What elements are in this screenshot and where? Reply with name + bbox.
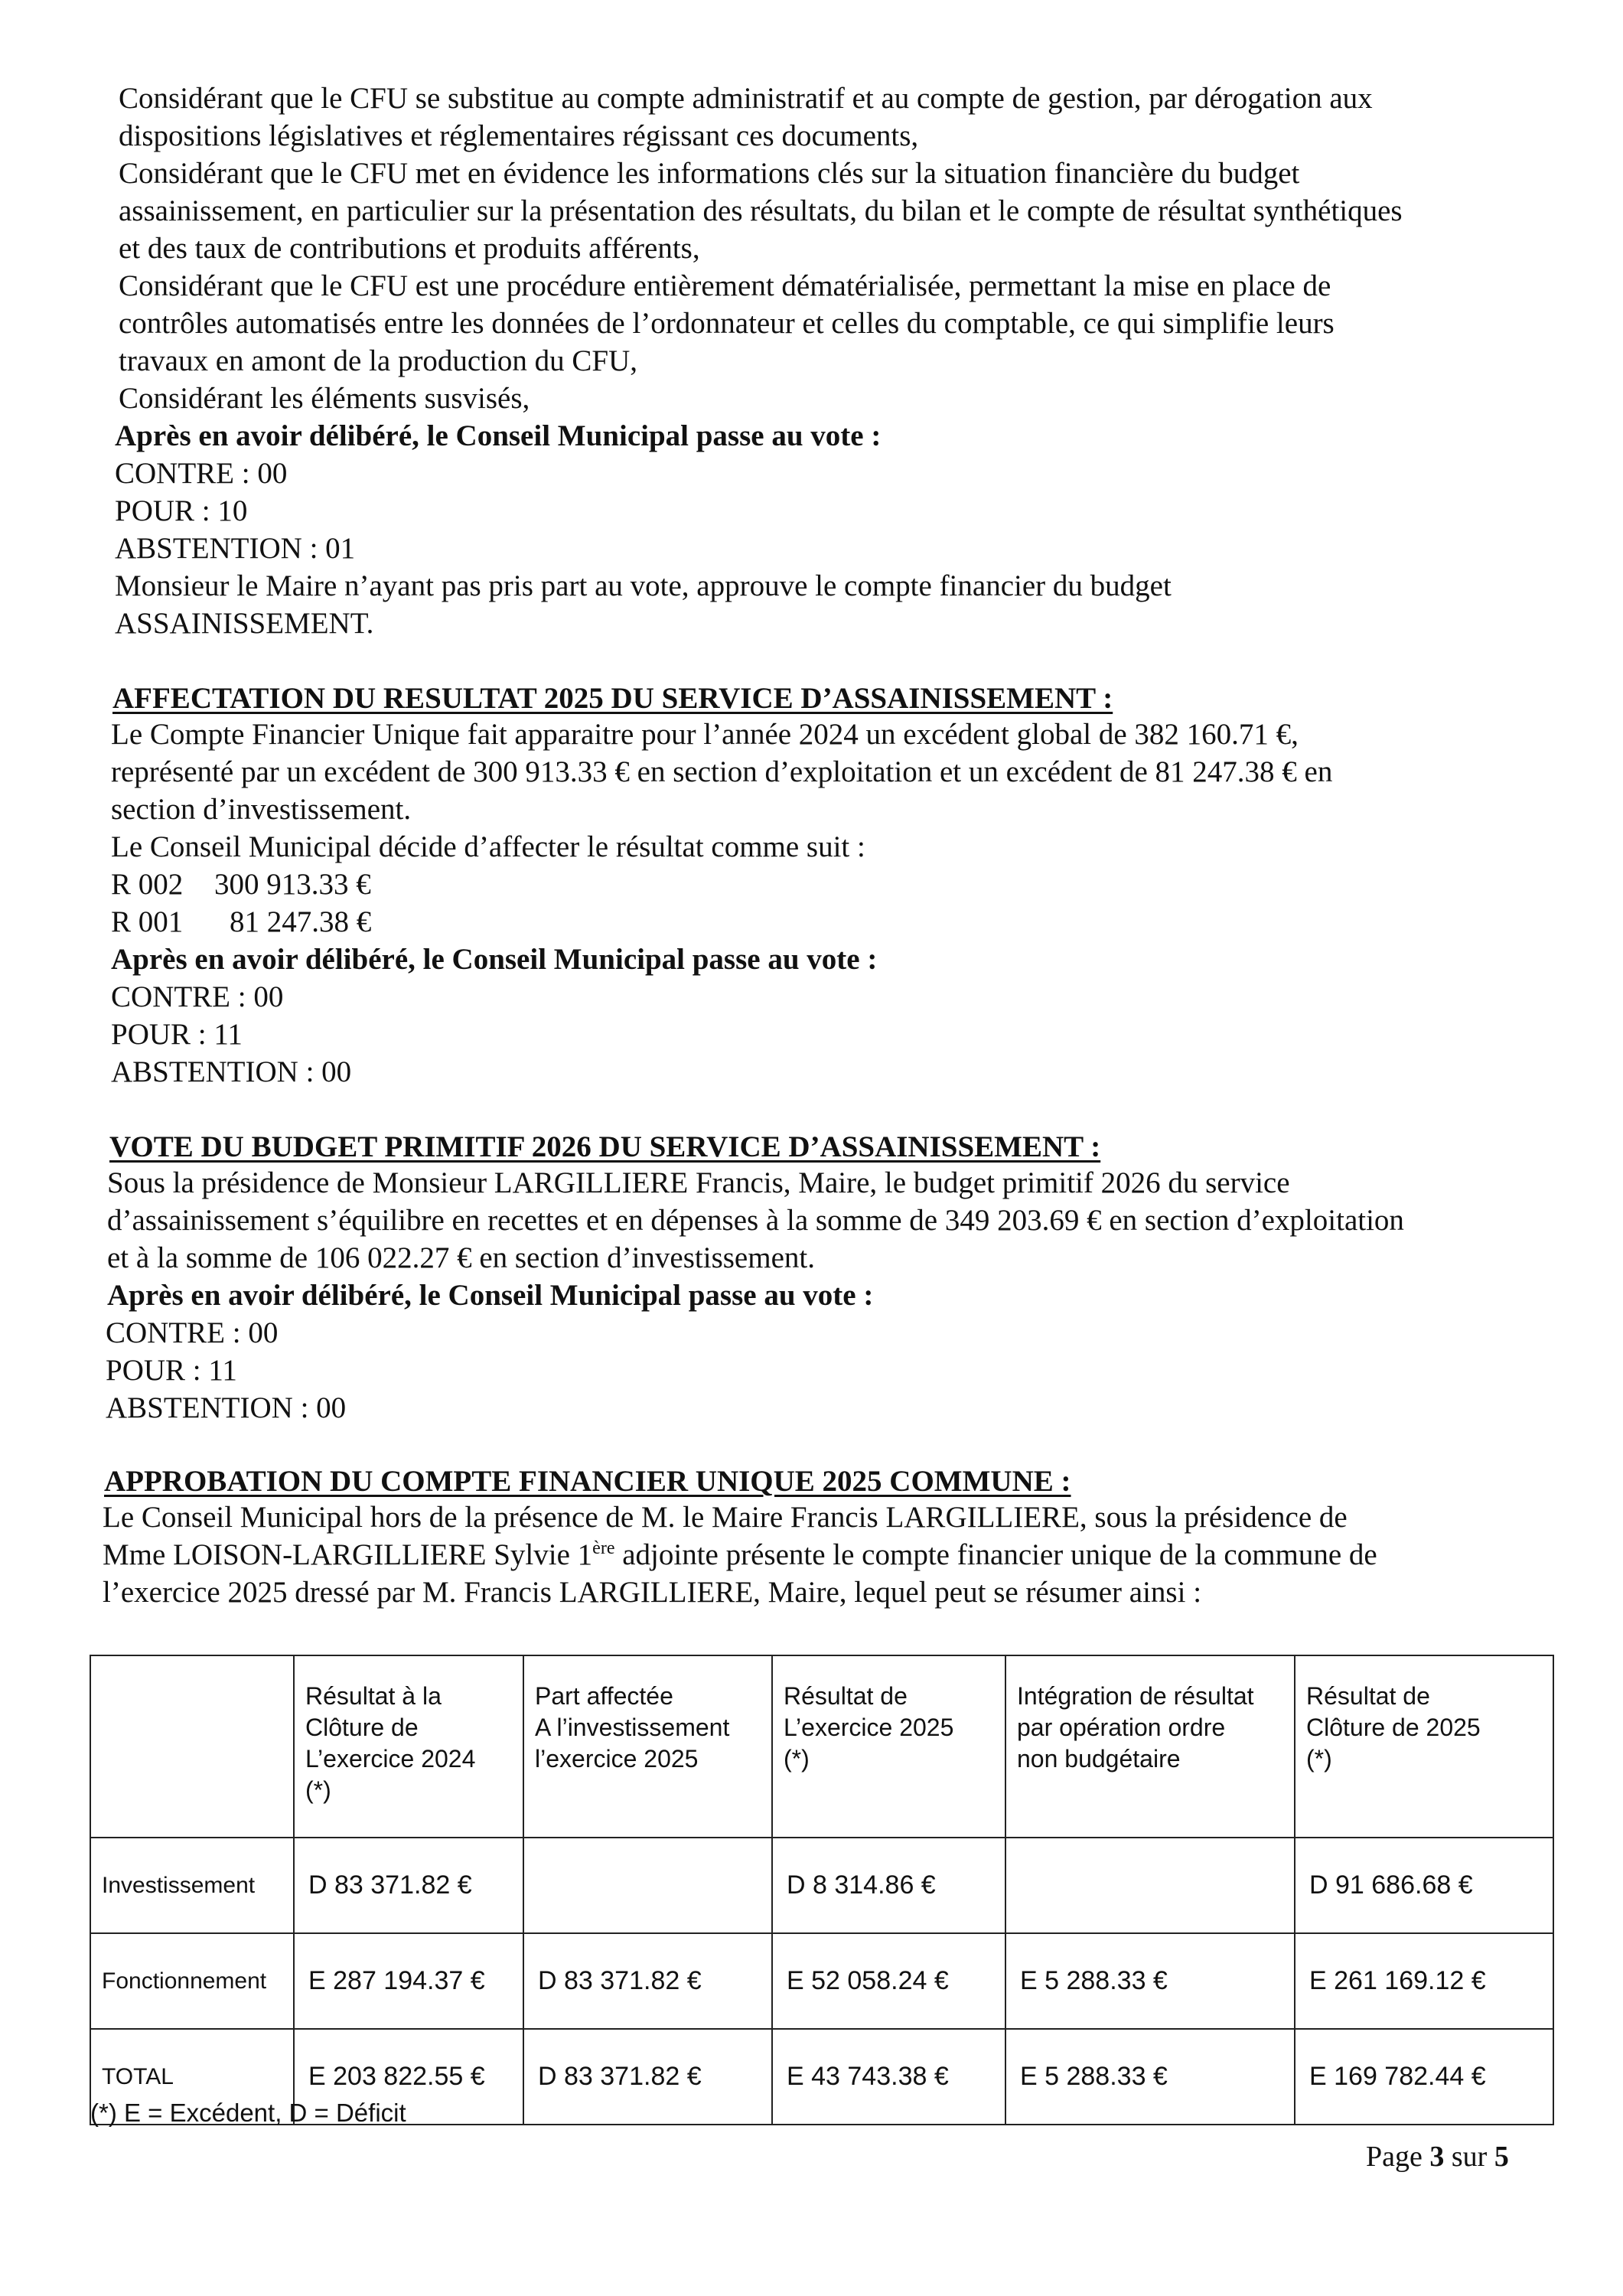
vote1-deliberation: Après en avoir délibéré, le Conseil Municipal passe au vote : bbox=[115, 419, 882, 452]
affectation-r002-value: 300 913.33 € bbox=[214, 868, 371, 901]
affectation-contre: CONTRE : 00 bbox=[111, 980, 284, 1013]
budget-contre: CONTRE : 00 bbox=[106, 1316, 279, 1349]
header-cell-resultat-cloture-2024 bbox=[294, 1655, 523, 1838]
affectation-r001-code: R 001 bbox=[111, 905, 184, 938]
table-cell: E 5 288.33 € bbox=[1005, 1933, 1295, 2029]
affectation-line-1: Le Compte Financier Unique fait apparaitre pour l’année 2024 un excédent global de 382 160.71 €, bbox=[111, 718, 1299, 751]
budget-line-2: d’assainissement s’équilibre en recettes et en dépenses à la somme de 349 203.69 € en section d’exploitation bbox=[107, 1204, 1404, 1237]
header-text: Résultat de bbox=[1306, 1682, 1430, 1710]
budget-line-3: et à la somme de 106 022.27 € en section d’investissement. bbox=[107, 1241, 815, 1274]
intro-line-8: travaux en amont de la production du CFU, bbox=[119, 344, 638, 377]
page-current: 3 bbox=[1429, 2141, 1445, 2173]
table-footnote: (*) E = Excédent, D = Déficit bbox=[90, 2099, 406, 2127]
approbation-line-2 bbox=[103, 1536, 1377, 1574]
intro-line-1: Considérant que le CFU se substitue au compte administratif et au compte de gestion, par dérogation aux bbox=[119, 82, 1373, 115]
table-cell: E 169 782.44 € bbox=[1295, 2029, 1553, 2125]
affectation-r002-code: R 002 bbox=[111, 868, 184, 901]
table-cell: E 52 058.24 € bbox=[772, 1933, 1005, 2029]
budget-abstention: ABSTENTION : 00 bbox=[106, 1391, 347, 1424]
table-header-row bbox=[90, 1655, 1553, 1838]
table-cell bbox=[523, 1838, 772, 1933]
table-cell bbox=[1005, 1838, 1295, 1933]
header-text: par opération ordre bbox=[1017, 1714, 1226, 1741]
header-text: L’exercice 2024 bbox=[305, 1745, 476, 1773]
vote1-conclusion-1: Monsieur le Maire n’ayant pas pris part au vote, approuve le compte financier du budget bbox=[115, 569, 1172, 602]
approbation-line-2-end: adjointe présente le compte financier unique de la commune de bbox=[614, 1538, 1377, 1571]
header-text: (*) bbox=[305, 1776, 331, 1804]
intro-line-3: Considérant que le CFU met en évidence les informations clés sur la situation financière du budget bbox=[119, 157, 1300, 190]
vote1-conclusion-2: ASSAINISSEMENT. bbox=[115, 607, 374, 640]
table-row-fonctionnement bbox=[90, 1933, 1553, 2029]
approbation-line-1: Le Conseil Municipal hors de la présence de M. le Maire Francis LARGILLIERE, sous la présidence de bbox=[103, 1501, 1348, 1534]
header-cell-resultat-exercice-2025 bbox=[772, 1655, 1005, 1838]
table-cell: D 91 686.68 € bbox=[1295, 1838, 1553, 1933]
page-number bbox=[1366, 2140, 1509, 2174]
table-cell: D 83 371.82 € bbox=[523, 1933, 772, 2029]
page-prefix: Page bbox=[1366, 2141, 1430, 2173]
intro-line-2: dispositions législatives et réglementaires régissant ces documents, bbox=[119, 119, 919, 152]
vote1-contre: CONTRE : 00 bbox=[115, 457, 288, 490]
vote1-abstention: ABSTENTION : 01 bbox=[115, 532, 356, 565]
intro-line-4: assainissement, en particulier sur la présentation des résultats, du bilan et le compte de résultat synthétiques bbox=[119, 194, 1403, 227]
table-cell: E 261 169.12 € bbox=[1295, 1933, 1553, 2029]
approbation-line-2-superscript: ère bbox=[592, 1538, 615, 1558]
results-table bbox=[90, 1655, 1554, 2125]
row-label: TOTAL bbox=[90, 2029, 294, 2125]
table-cell: D 83 371.82 € bbox=[523, 2029, 772, 2125]
affectation-line-4: Le Conseil Municipal décide d’affecter le résultat comme suit : bbox=[111, 830, 865, 863]
table-cell: E 203 822.55 € bbox=[294, 2029, 523, 2125]
page-middle: sur bbox=[1444, 2141, 1494, 2173]
table-cell: D 8 314.86 € bbox=[772, 1838, 1005, 1933]
intro-line-9: Considérant les éléments susvisés, bbox=[119, 382, 530, 415]
header-cell-integration-resultat bbox=[1005, 1655, 1295, 1838]
affectation-r001-value: 81 247.38 € bbox=[230, 905, 372, 938]
table-cell: D 83 371.82 € bbox=[294, 1838, 523, 1933]
header-text: Clôture de bbox=[305, 1714, 419, 1741]
affectation-abstention: ABSTENTION : 00 bbox=[111, 1055, 352, 1088]
approbation-line-2-start: Mme LOISON-LARGILLIERE Sylvie 1 bbox=[103, 1538, 593, 1571]
budget-deliberation: Après en avoir délibéré, le Conseil Municipal passe au vote : bbox=[107, 1279, 874, 1312]
header-text: Intégration de résultat bbox=[1017, 1682, 1254, 1710]
table-row-investissement bbox=[90, 1838, 1553, 1933]
intro-line-6: Considérant que le CFU est une procédure entièrement dématérialisée, permettant la mise en place de bbox=[119, 269, 1331, 302]
table-cell: E 43 743.38 € bbox=[772, 2029, 1005, 2125]
intro-line-5: et des taux de contributions et produits afférents, bbox=[119, 232, 700, 265]
header-text: Part affectée bbox=[535, 1682, 673, 1710]
table-cell: E 287 194.37 € bbox=[294, 1933, 523, 2029]
row-label: Investissement bbox=[90, 1838, 294, 1933]
approbation-heading: APPROBATION DU COMPTE FINANCIER UNIQUE 2025 COMMUNE : bbox=[104, 1465, 1071, 1498]
header-text: (*) bbox=[1306, 1745, 1332, 1773]
header-cell-part-affectee bbox=[523, 1655, 772, 1838]
header-text: Résultat à la bbox=[305, 1682, 442, 1710]
intro-line-7: contrôles automatisés entre les données de l’ordonnateur et celles du comptable, ce qui simplifie leurs bbox=[119, 307, 1335, 340]
affectation-deliberation: Après en avoir délibéré, le Conseil Municipal passe au vote : bbox=[111, 943, 878, 976]
affectation-line-3: section d’investissement. bbox=[111, 793, 412, 826]
page-total: 5 bbox=[1494, 2141, 1509, 2173]
header-empty-cell bbox=[90, 1655, 294, 1838]
header-text: A l’investissement bbox=[535, 1714, 730, 1741]
row-label: Fonctionnement bbox=[90, 1933, 294, 2029]
header-text: Résultat de bbox=[784, 1682, 908, 1710]
vote1-pour: POUR : 10 bbox=[115, 494, 248, 527]
header-text: (*) bbox=[784, 1745, 810, 1773]
header-text: L’exercice 2025 bbox=[784, 1714, 954, 1741]
budget-heading: VOTE DU BUDGET PRIMITIF 2026 DU SERVICE D’ASSAINISSEMENT : bbox=[109, 1130, 1101, 1163]
header-text: l’exercice 2025 bbox=[535, 1745, 699, 1773]
approbation-line-3: l’exercice 2025 dressé par M. Francis LARGILLIERE, Maire, lequel peut se résumer ainsi : bbox=[103, 1576, 1202, 1609]
budget-line-1: Sous la présidence de Monsieur LARGILLIERE Francis, Maire, le budget primitif 2026 du service bbox=[107, 1166, 1290, 1199]
header-cell-resultat-cloture-2025 bbox=[1295, 1655, 1553, 1838]
table-cell: E 5 288.33 € bbox=[1005, 2029, 1295, 2125]
budget-pour: POUR : 11 bbox=[106, 1354, 237, 1387]
header-text: non budgétaire bbox=[1017, 1745, 1181, 1773]
affectation-heading: AFFECTATION DU RESULTAT 2025 DU SERVICE D’ASSAINISSEMENT : bbox=[112, 682, 1113, 715]
affectation-pour: POUR : 11 bbox=[111, 1018, 243, 1051]
affectation-line-2: représenté par un excédent de 300 913.33 € en section d’exploitation et un excédent de 81 247.38 € en bbox=[111, 755, 1333, 788]
header-text: Clôture de 2025 bbox=[1306, 1714, 1481, 1741]
